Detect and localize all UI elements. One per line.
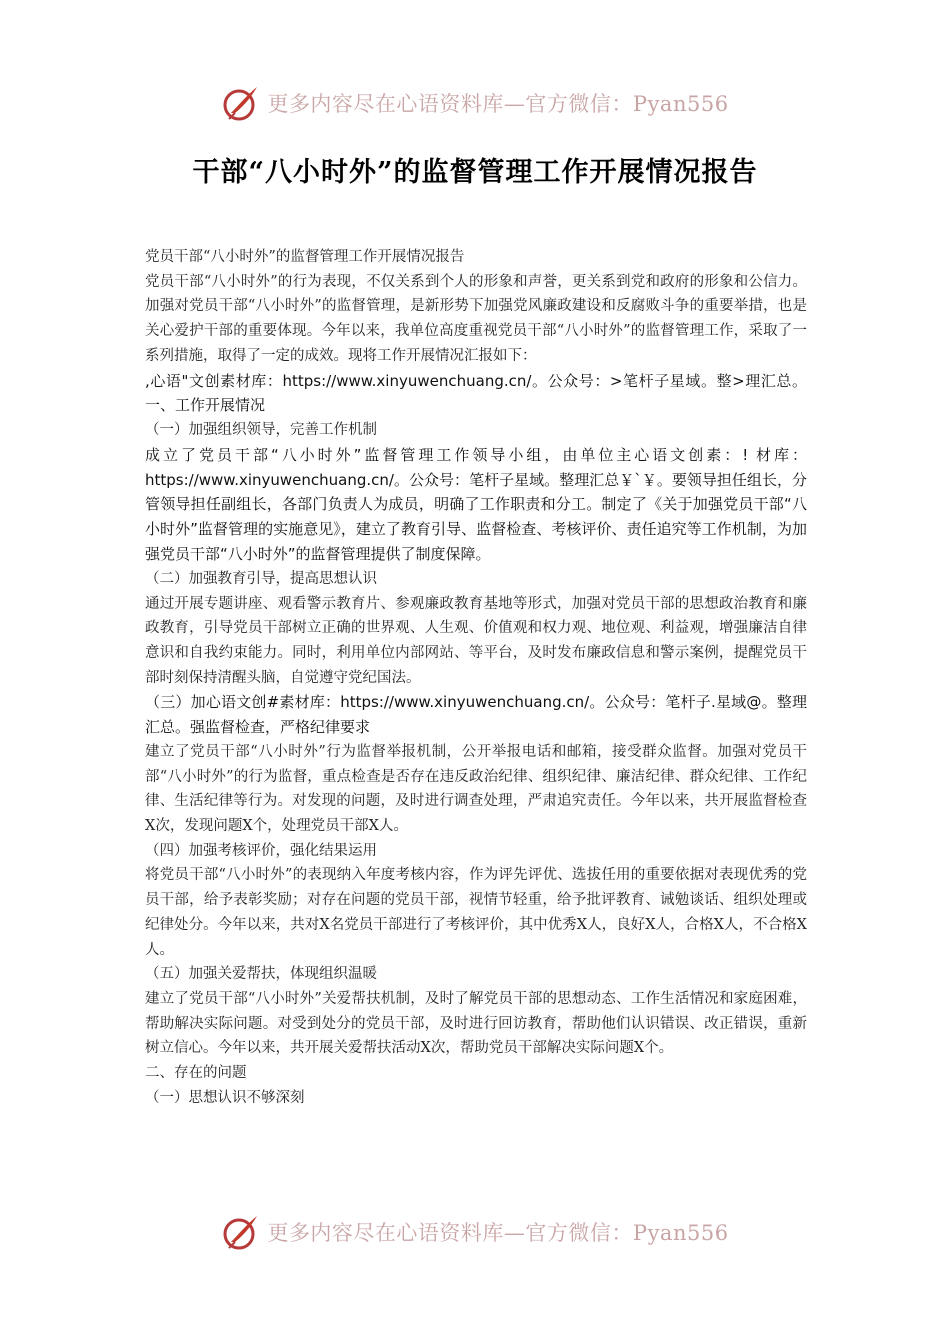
paragraph: 党员干部“八小时外”的监督管理工作开展情况报告 bbox=[145, 249, 465, 265]
paragraph: 党员干部“八小时外”的行为表现，不仅关系到个人的形象和声誉，更关系到党和政府的形象和公信力。加强对党员干部“八小时外”的监督管理，是新形势下加强党风廉政建设和反腐败斗争的重要举措，也是关心爱护干部的重要体现。今年以来，我单位高度重视党员干部“八小时外”的监督管理工作，采取了一系列措施，取得了一定的成效。现将工作开展情况汇报如下： bbox=[145, 273, 807, 364]
section-heading: （一）加强组织领导，完善工作机制 bbox=[145, 422, 377, 439]
section-heading: （三）加心语文创#素材库：https://www.xinyuwenchuang.cn/。公众号：笔杆子.星域@。整理汇总。强监督检查，严格纪律要求 bbox=[145, 693, 807, 737]
paragraph: 通过开展专题讲座、观看警示教育片、参观廉政教育基地等形式，加强对党员干部的思想政治教育和廉政教育，引导党员干部树立正确的世界观、人生观、价值观和权力观、地位观、利益观，增强廉洁自律意识和自我约束能力。同时，利用单位内部网站、等平台，及时发布廉政信息和警示案例，提醒党员干部时刻保持清醒头脑，自觉遵守党纪国法。 bbox=[145, 595, 807, 686]
feather-logo-icon bbox=[221, 1212, 261, 1252]
header-banner-text: 更多内容尽在心语资料库—官方微信：Pyan556 bbox=[267, 92, 729, 116]
document-title: 干部“八小时外”的监督管理工作开展情况报告 bbox=[192, 157, 758, 188]
paragraph: 将党员干部“八小时外”的表现纳入年度考核内容，作为评先评优、选拔任用的重要依据对表现优秀的党员干部，给予表彰奖励；对存在问题的党员干部，视情节轻重，给予批评教育、诫勉谈话、组织处理或纪律处分。今年以来，共对X名党员干部进行了考核评价，其中优秀X人，良好X人，合格X人，不合格X人。 bbox=[145, 867, 807, 958]
footer-banner-text: 更多内容尽在心语资料库—官方微信：Pyan556 bbox=[267, 1221, 729, 1245]
header-banner bbox=[0, 80, 950, 126]
document-body bbox=[145, 245, 807, 1110]
section-heading: 二、存在的问题 bbox=[145, 1065, 247, 1082]
section-heading: （一）思想认识不够深刻 bbox=[145, 1089, 305, 1106]
section-heading: （五）加强关爱帮扶，体现组织温暖 bbox=[145, 966, 377, 983]
paragraph: 成立了党员干部“八小时外”监督管理工作领导小组，由单位主心语文创素：! 材库：https://www.xinyuwenchuang.cn/。公众号：笔杆子星域。整理汇总￥`￥。要领导担任组长，分管领导担任副组长，各部门负责人为成员，明确了工作职责和分工。制定了《关于加强党员干部“八小时外”监督管理的实施意见》，建立了教育引导、监督检查、考核评价、责任追究等工作机制，为加强党员干部“八小时外”的监督管理提供了制度保障。 bbox=[145, 445, 807, 563]
footer-banner bbox=[0, 1209, 950, 1255]
section-heading: （二）加强教育引导，提高思想认识 bbox=[145, 570, 377, 587]
paragraph: 建立了党员干部“八小时外”关爱帮扶机制，及时了解党员干部的思想动态、工作生活情况和家庭困难，帮助解决实际问题。对受到处分的党员干部，及时进行回访教育，帮助他们认识错误、改正错误，重新树立信心。今年以来，共开展关爱帮扶活动X次，帮助党员干部解决实际问题X个。 bbox=[145, 990, 807, 1057]
paragraph: ,心语"文创素材库：https://www.xinyuwenchuang.cn/。公众号：>笔杆子星域。整>理汇总。一、工作开展情况 bbox=[145, 371, 807, 415]
feather-logo-icon bbox=[221, 83, 261, 123]
paragraph: 建立了党员干部“八小时外”行为监督举报机制，公开举报电话和邮箱，接受群众监督。加强对党员干部“八小时外”的行为监督，重点检查是否存在违反政治纪律、组织纪律、廉洁纪律、群众纪律、工作纪律、生活纪律等行为。对发现的问题，及时进行调查处理，严肃追究责任。今年以来，共开展监督检查X次，发现问题X个，处理党员干部X人。 bbox=[145, 743, 807, 835]
section-heading: （四）加强考核评价，强化结果运用 bbox=[145, 842, 377, 859]
